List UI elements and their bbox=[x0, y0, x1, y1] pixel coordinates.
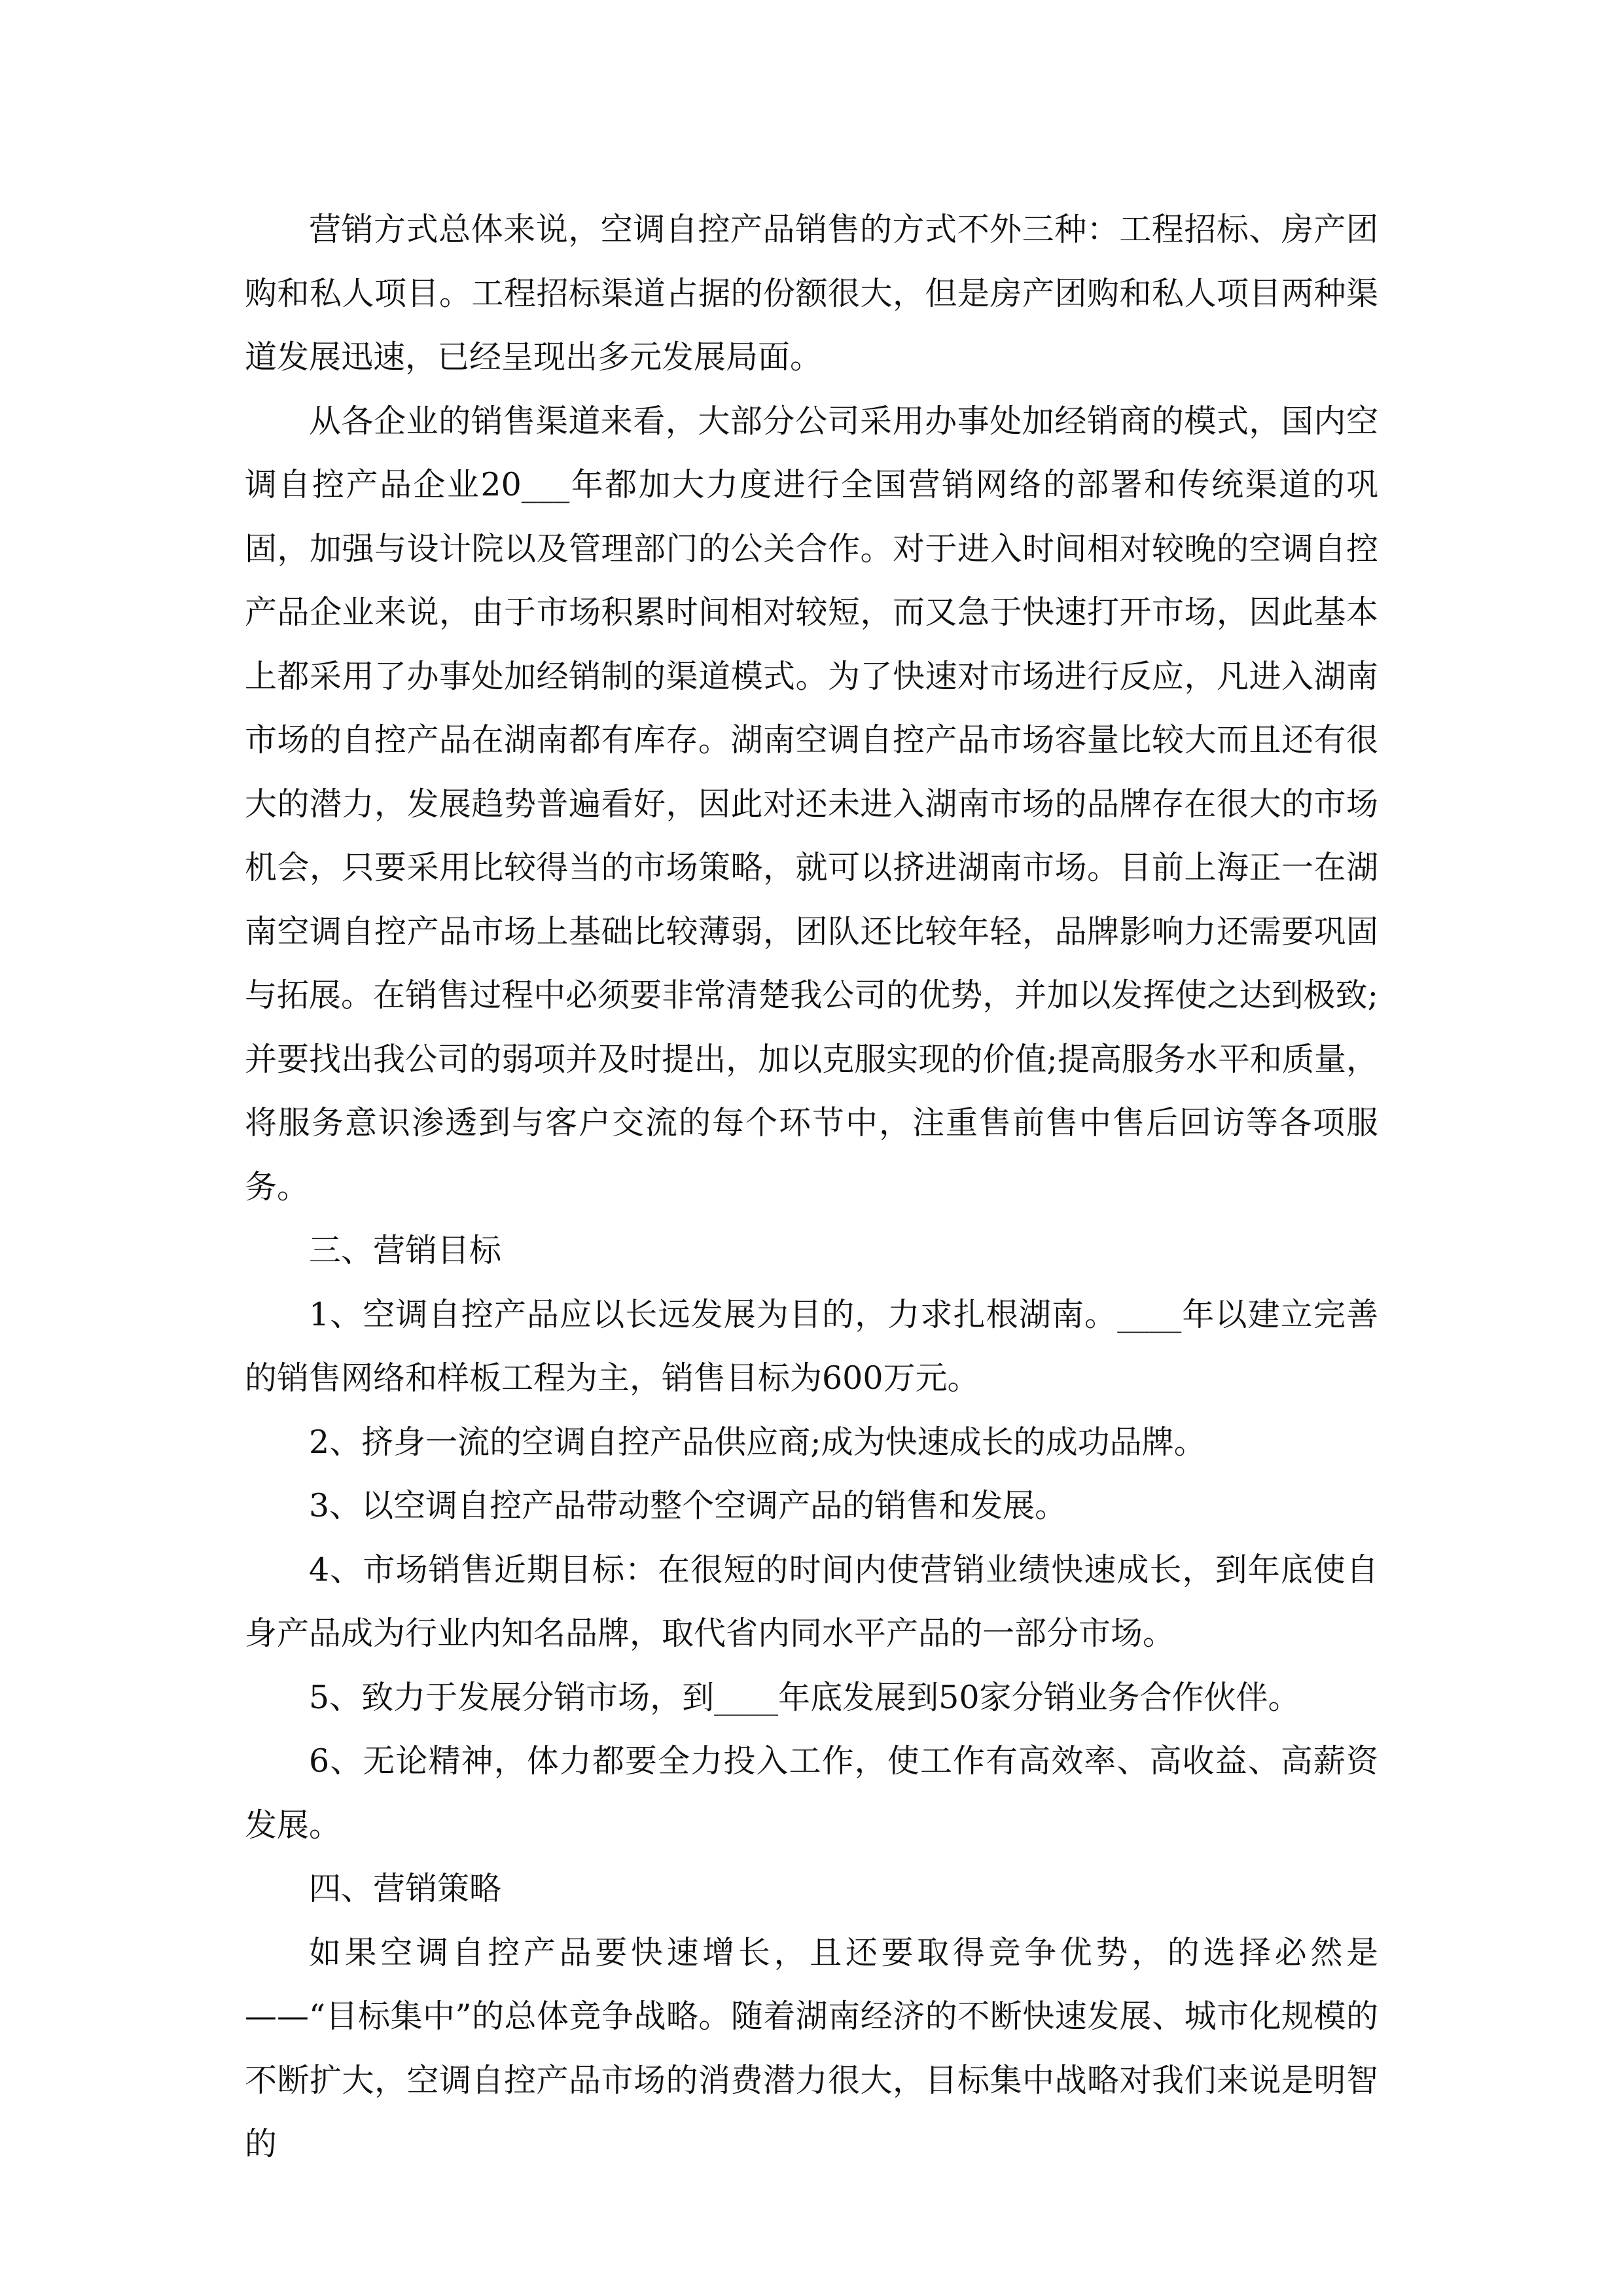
heading-marketing-strategy: 四、营销策略 bbox=[309, 1870, 502, 1907]
goal-item-1: 1、空调自控产品应以长远发展为目的，力求扎根湖南。____年以建立完善的销售网络和样板工程为主，销售目标为600万元。 bbox=[245, 1295, 1378, 1397]
goal-item-3: 3、以空调自控产品带动整个空调产品的销售和发展。 bbox=[309, 1487, 1067, 1524]
goal-item-4: 4、市场销售近期目标：在很短的时间内使营销业绩快速成长，到年底使自身产品成为行业内知名品牌，取代省内同水平产品的一部分市场。 bbox=[245, 1551, 1378, 1652]
goal-item-2: 2、挤身一流的空调自控产品供应商;成为快速成长的成功品牌。 bbox=[309, 1423, 1206, 1461]
paragraph-strategy-intro: 如果空调自控产品要快速增长，且还要取得竞争优势，的选择必然是——“目标集中”的总体竞争战略。随着湖南经济的不断快速发展、城市化规模的不断扩大，空调自控产品市场的消费潜力很大，目标集中战略对我们来说是明智的 bbox=[245, 1933, 1378, 2162]
document-body bbox=[245, 198, 1378, 2176]
paragraph-sales-methods: 营销方式总体来说，空调自控产品销售的方式不外三种：工程招标、房产团购和私人项目。工程招标渠道占据的份额很大，但是房产团购和私人项目两种渠道发展迅速，已经呈现出多元发展局面。 bbox=[245, 211, 1378, 376]
goal-item-5: 5、致力于发展分销市场，到____年底发展到50家分销业务合作伙伴。 bbox=[309, 1678, 1300, 1716]
paragraph-sales-channels: 从各企业的销售渠道来看，大部分公司采用办事处加经销商的模式，国内空调自控产品企业20___年都加大力度进行全国营销网络的部署和传统渠道的巩固，加强与设计院以及管理部门的公关合作。对于进入时间相对较晚的空调自控产品企业来说，由于市场积累时间相对较短，而又急于快速打开市场，因此基本上都采用了办事处加经销制的渠道模式。为了快速对市场进行反应，凡进入湖南市场的自控产品在湖南都有库存。湖南空调自控产品市场容量比较大而且还有很大的潜力，发展趋势普遍看好，因此对还未进入湖南市场的品牌存在很大的市场机会，只要采用比较得当的市场策略，就可以挤进湖南市场。目前上海正一在湖南空调自控产品市场上基础比较薄弱，团队还比较年轻，品牌影响力还需要巩固与拓展。在销售过程中必须要非常清楚我公司的优势，并加以发挥使之达到极致;并要找出我公司的弱项并及时提出，加以克服实现的价值;提高服务水平和质量，将服务意识渗透到与客户交流的每个环节中，注重售前售中售后回访等各项服务。 bbox=[245, 402, 1378, 1206]
goal-item-6: 6、无论精神，体力都要全力投入工作，使工作有高效率、高收益、高薪资发展。 bbox=[245, 1742, 1378, 1844]
heading-marketing-goals: 三、营销目标 bbox=[309, 1232, 502, 1269]
